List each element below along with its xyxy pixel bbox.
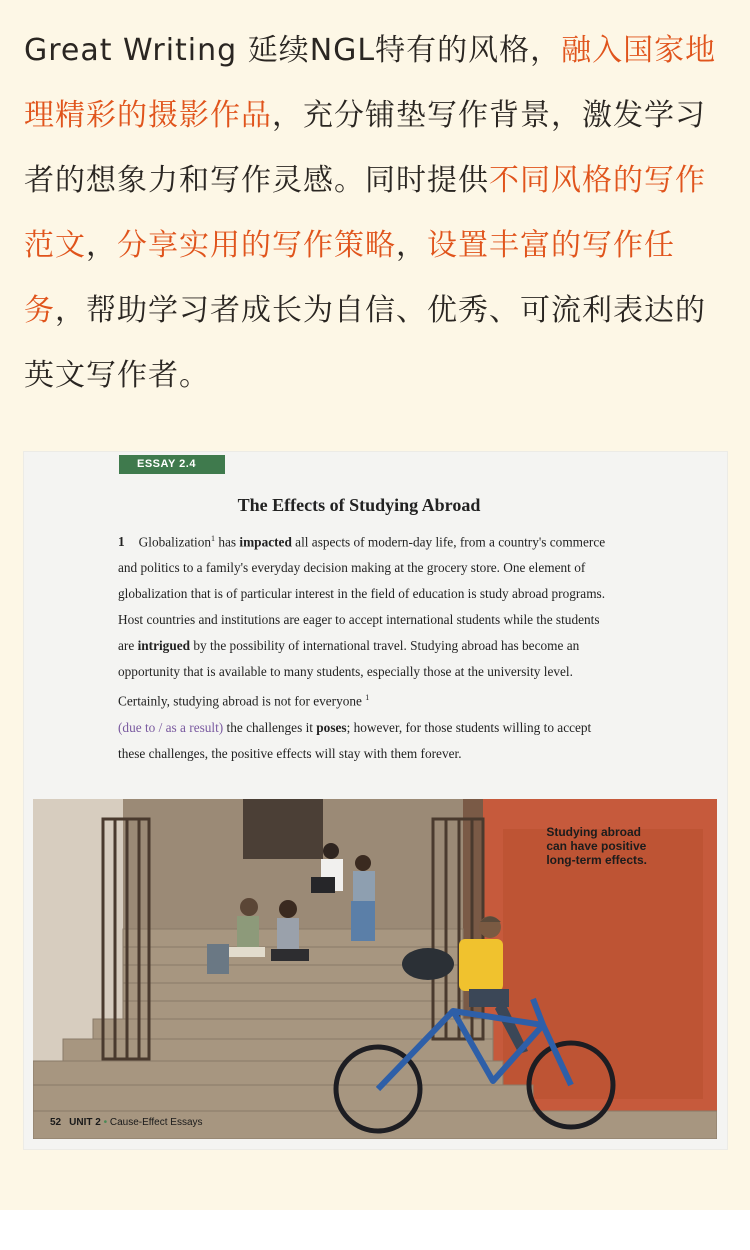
essay-text: Globalization (138, 534, 212, 550)
vocab-word-intrigued: intrigued (137, 638, 191, 654)
caption-line: can have positive (546, 839, 647, 853)
unit-label: UNIT 2 (69, 1117, 101, 1128)
paragraph-number: 1 (118, 534, 125, 550)
essay-text: the challenges it (223, 719, 317, 735)
essay-text: ; however, for those students willing to accept these challenges, the positive effects will stay with them forever. (118, 719, 592, 761)
essay-text: by the possibility of international travel. Studying abroad has become an opportunity that is available to many students, especially those at the university level. Certainly, studying abroad is not for everyone (118, 638, 580, 709)
essay-text: all aspects of modern-day life, from a country's commerce and politics to a family's everyday decision making at the grocery store. One element of globalization that is of particular interest in the field of education is study abroad programs. Host countries and institutions are eager to accept international students while the students are (118, 534, 606, 654)
intro-text-2: ，充分铺垫写作背景，激发学习者的想象力和写作灵感。同时提供 (24, 98, 706, 198)
intro-highlight-strategies: 分享实用的写作策略 (117, 228, 396, 263)
intro-text-3: ， (86, 228, 117, 263)
textbook-page-scan (24, 452, 727, 1149)
exercise-number: 1 (365, 693, 370, 703)
vocab-word-impacted: impacted (239, 534, 292, 550)
study-abroad-photo (33, 799, 717, 1139)
essay-text: has (215, 534, 240, 550)
essay-paragraph (118, 526, 610, 767)
vocab-word-poses: poses (316, 719, 347, 735)
bullet-separator: • (103, 1117, 108, 1128)
page-footer (50, 1117, 203, 1128)
connector-choice: (due to / as a result) (118, 719, 224, 735)
intro-text-4: ， (396, 228, 427, 263)
essay-tag: ESSAY 2.4 (119, 455, 225, 474)
section-name: Cause-Effect Essays (109, 1117, 203, 1128)
intro-highlight-model-essays: 不同风格的写作范文 (24, 163, 706, 263)
caption-line: long-term effects. (546, 853, 647, 867)
intro-highlight-tasks: 设置丰富的写作任务 (24, 228, 675, 328)
intro-paragraph (24, 18, 730, 408)
intro-text-5: ，帮助学习者成长为自信、优秀、可流利表达的英文写作者。 (24, 293, 706, 393)
page-number: 52 (50, 1117, 62, 1128)
intro-text-1: Great Writing 延续NGL特有的风格， (24, 33, 562, 68)
photo-caption (546, 825, 647, 867)
essay-title: The Effects of Studying Abroad (237, 495, 481, 515)
caption-line: Studying abroad (546, 825, 641, 839)
footnote-marker: 1 (211, 534, 216, 543)
intro-highlight-photography: 融入国家地理精彩的摄影作品 (24, 33, 717, 133)
